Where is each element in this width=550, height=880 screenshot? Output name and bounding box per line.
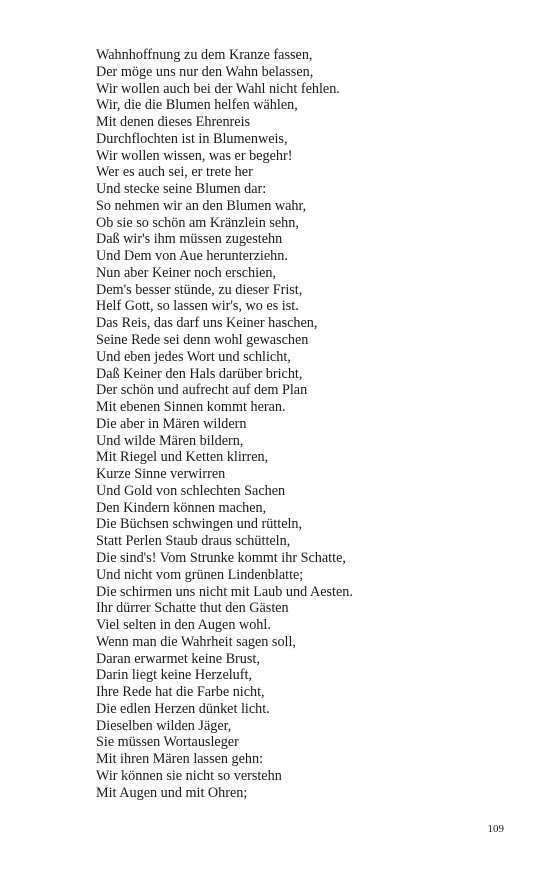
poem-line: Wir wollen auch bei der Wahl nicht fehlen. <box>96 80 340 97</box>
poem-line: Ihr dürrer Schatte thut den Gästen <box>96 600 289 617</box>
poem-line: Ihre Rede hat die Farbe nicht, <box>96 684 265 701</box>
poem-line: Daß Keiner den Hals darüber bricht, <box>96 365 303 382</box>
poem-line: Und nicht vom grünen Lindenblatte; <box>96 566 304 583</box>
poem-text <box>96 47 353 801</box>
poem-line: Daß wir's ihm müssen zugestehn <box>96 231 283 248</box>
poem-line: Helf Gott, so lassen wir's, wo es ist. <box>96 298 299 315</box>
poem-line: Und Dem von Aue herunterziehn. <box>96 248 288 265</box>
poem-line: Dieselben wilden Jäger, <box>96 717 232 734</box>
poem-line: Mit Riegel und Ketten klirren, <box>96 449 269 466</box>
poem-line: Statt Perlen Staub draus schütteln, <box>96 533 291 550</box>
poem-line: Und Gold von schlechten Sachen <box>96 482 286 499</box>
poem-line: Der schön und aufrecht auf dem Plan <box>96 382 308 399</box>
poem-line: Den Kindern können machen, <box>96 499 267 516</box>
poem-line: Nun aber Keiner noch erschien, <box>96 264 277 281</box>
poem-line: Die aber in Mären wildern <box>96 415 247 432</box>
poem-line: Wenn man die Wahrheit sagen soll, <box>96 633 296 650</box>
poem-line: Wahnhoffnung zu dem Kranze fassen, <box>96 47 313 63</box>
poem-line: Mit ebenen Sinnen kommt heran. <box>96 399 286 416</box>
poem-line: Das Reis, das darf uns Keiner haschen, <box>96 315 318 332</box>
poem-line: Darin liegt keine Herzeluft, <box>96 667 252 684</box>
poem-line: Der möge uns nur den Wahn belassen, <box>96 63 314 80</box>
poem-line: Dem's besser stünde, zu dieser Frist, <box>96 281 303 298</box>
poem-line: Die schirmen uns nicht mit Laub und Aesten. <box>96 583 353 600</box>
poem-line: Und stecke seine Blumen dar: <box>96 181 267 198</box>
poem-line: Kurze Sinne verwirren <box>96 466 226 483</box>
poem-line: Mit denen dieses Ehrenreis <box>96 114 251 131</box>
poem-line: Daran erwarmet keine Brust, <box>96 650 260 667</box>
poem-line: Sie müssen Wortausleger <box>96 734 239 751</box>
poem-line: Ob sie so schön am Kränzlein sehn, <box>96 214 299 231</box>
poem-line: Die sind's! Vom Strunke kommt ihr Schatte, <box>96 549 346 566</box>
poem-line: Seine Rede sei denn wohl gewaschen <box>96 332 309 349</box>
poem-line: Viel selten in den Augen wohl. <box>96 617 271 634</box>
poem-line: Die edlen Herzen dünket licht. <box>96 700 270 717</box>
poem-line: Wir, die die Blumen helfen wählen, <box>96 97 298 114</box>
poem-line: So nehmen wir an den Blumen wahr, <box>96 197 307 214</box>
poem-line: Mit ihren Mären lassen gehn: <box>96 751 264 768</box>
poem-line: Wir können sie nicht so verstehn <box>96 767 282 784</box>
page-number: 109 <box>487 823 504 835</box>
poem-line: Durchflochten ist in Blumenweis, <box>96 130 288 147</box>
poem-line: Wir wollen wissen, was er begehr! <box>96 147 293 164</box>
poem-line: Die Büchsen schwingen und rütteln, <box>96 516 303 533</box>
poem-line: Und eben jedes Wort und schlicht, <box>96 348 291 365</box>
poem-line: Und wilde Mären bildern, <box>96 432 244 449</box>
poem-line: Wer es auch sei, er trete her <box>96 164 253 181</box>
poem-line: Mit Augen und mit Ohren; <box>96 784 248 801</box>
